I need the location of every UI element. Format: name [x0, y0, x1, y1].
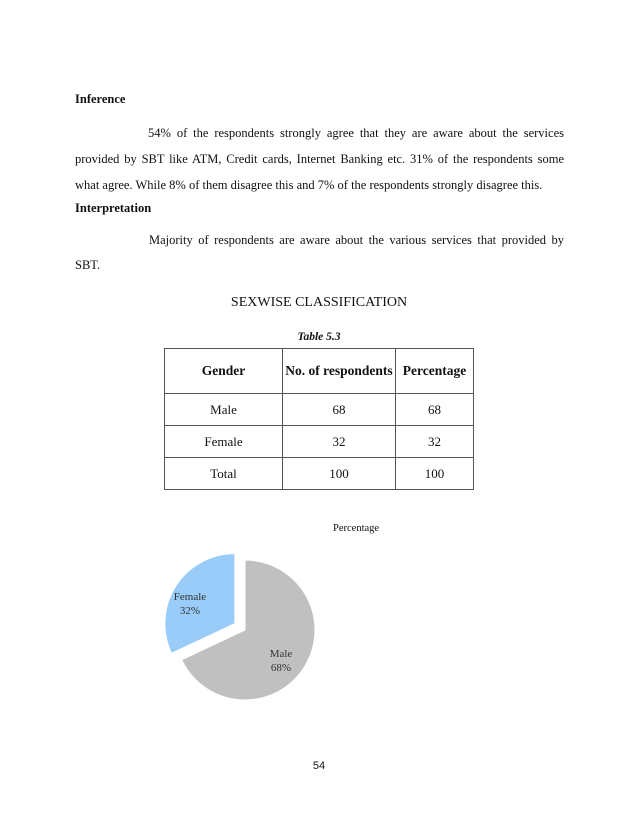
cell-gender: Total: [165, 458, 283, 490]
slice-label-male: [261, 647, 301, 676]
cell-percentage: 68: [396, 394, 474, 426]
cell-gender: Male: [165, 394, 283, 426]
slice-label-female: [170, 590, 210, 619]
pie-chart: [150, 540, 330, 710]
data-table: [164, 348, 474, 490]
slice-label-male-value: 68%: [270, 662, 292, 675]
inference-line-2: provided by SBT like ATM, Credit cards, Internet Banking etc. 31% of the respondents some: [75, 152, 564, 166]
cell-respondents: 32: [283, 426, 396, 458]
slice-label-female-value: 32%: [179, 605, 201, 618]
table-caption: Table 5.3: [297, 331, 341, 343]
table-header-row: [165, 349, 474, 394]
cell-gender: Female: [165, 426, 283, 458]
interpretation-line-1: Majority of respondents are aware about the various services that provided by: [149, 233, 564, 247]
page-number: 54: [312, 760, 326, 772]
cell-percentage: 100: [396, 458, 474, 490]
table-row: [165, 458, 474, 490]
header-gender: Gender: [165, 349, 283, 394]
inference-line-3: what agree. While 8% of them disagree this and 7% of the respondents strongly disagree this.: [75, 178, 543, 192]
slice-label-male-name: Male: [269, 648, 293, 660]
inference-line-1: 54% of the respondents strongly agree that they are aware about the services: [148, 126, 564, 140]
table-row: [165, 426, 474, 458]
chart-title: Percentage: [333, 523, 380, 534]
header-percentage: Percentage: [396, 349, 474, 394]
section-title: SEXWISE CLASSIFICATION: [230, 295, 408, 310]
inference-heading: Inference: [75, 92, 126, 106]
interpretation-line-2: SBT.: [75, 258, 101, 272]
table-row: [165, 394, 474, 426]
cell-percentage: 32: [396, 426, 474, 458]
cell-respondents: 100: [283, 458, 396, 490]
cell-respondents: 68: [283, 394, 396, 426]
slice-label-female-name: Female: [173, 591, 207, 603]
header-respondents: No. of respondents: [283, 349, 396, 394]
interpretation-heading: Interpretation: [75, 201, 152, 215]
